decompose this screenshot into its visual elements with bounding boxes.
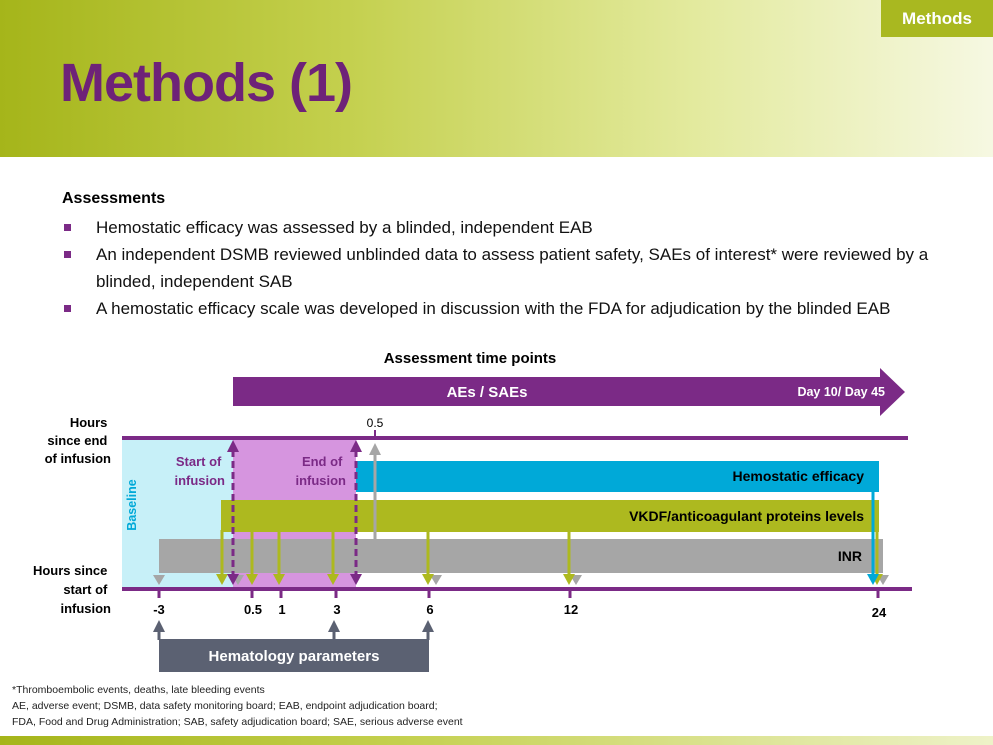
tick-label: 0.5 xyxy=(243,602,263,617)
bullet-item: An independent DSMB reviewed unblinded data to assess patient safety, SAEs of interest* were reviewed by a blinded, independent SAB xyxy=(62,241,942,295)
hematology-label: Hematology parameters xyxy=(208,648,380,665)
page-title: Methods (1) xyxy=(60,53,352,113)
bottom-axis-label: Hours since start of infusion xyxy=(32,563,111,616)
assessments-heading: Assessments xyxy=(62,190,166,207)
footnote-line: FDA, Food and Drug Administration; SAB, safety adjudication board; SAE, serious adverse event xyxy=(12,716,463,728)
footnote-line: AE, adverse event; DSMB, data safety monitoring board; EAB, endpoint adjudication board; xyxy=(12,700,438,712)
bullet-item: Hemostatic efficacy was assessed by a blinded, independent EAB xyxy=(62,214,942,241)
tick-label: 12 xyxy=(563,602,579,617)
footnotes xyxy=(12,682,463,730)
footer-bar xyxy=(0,736,993,745)
top-axis-tick: 0.5 xyxy=(366,416,384,430)
top-axis-label: Hours since end of infusion xyxy=(44,415,111,466)
inr-bar xyxy=(159,539,883,573)
tick-label: 24 xyxy=(871,605,887,620)
footnote-line: *Thromboembolic events, deaths, late bleeding events xyxy=(12,684,265,696)
diagram-heading: Assessment time points xyxy=(383,350,557,367)
bullet-item: A hemostatic efficacy scale was developed in discussion with the FDA for adjudication by the blinded EAB xyxy=(62,295,942,322)
section-tab[interactable]: Methods xyxy=(881,0,993,37)
hemostatic-label: Hemostatic efficacy xyxy=(732,468,864,484)
hematology-arrows xyxy=(153,620,434,640)
start-infusion-label: Start of infusion xyxy=(174,454,225,488)
baseline-label: Baseline xyxy=(125,479,139,531)
vkdf-label: VKDF/anticoagulant proteins levels xyxy=(629,508,864,524)
ae-sae-label: AEs / SAEs xyxy=(446,384,528,401)
tick-label: -3 xyxy=(153,602,165,617)
tick-label: 3 xyxy=(333,602,341,617)
ae-sae-end-label: Day 10/ Day 45 xyxy=(797,385,885,399)
tick-label: 6 xyxy=(426,602,434,617)
tick-label: 1 xyxy=(278,602,286,617)
end-infusion-label: End of infusion xyxy=(295,454,346,488)
inr-label: INR xyxy=(837,548,862,564)
